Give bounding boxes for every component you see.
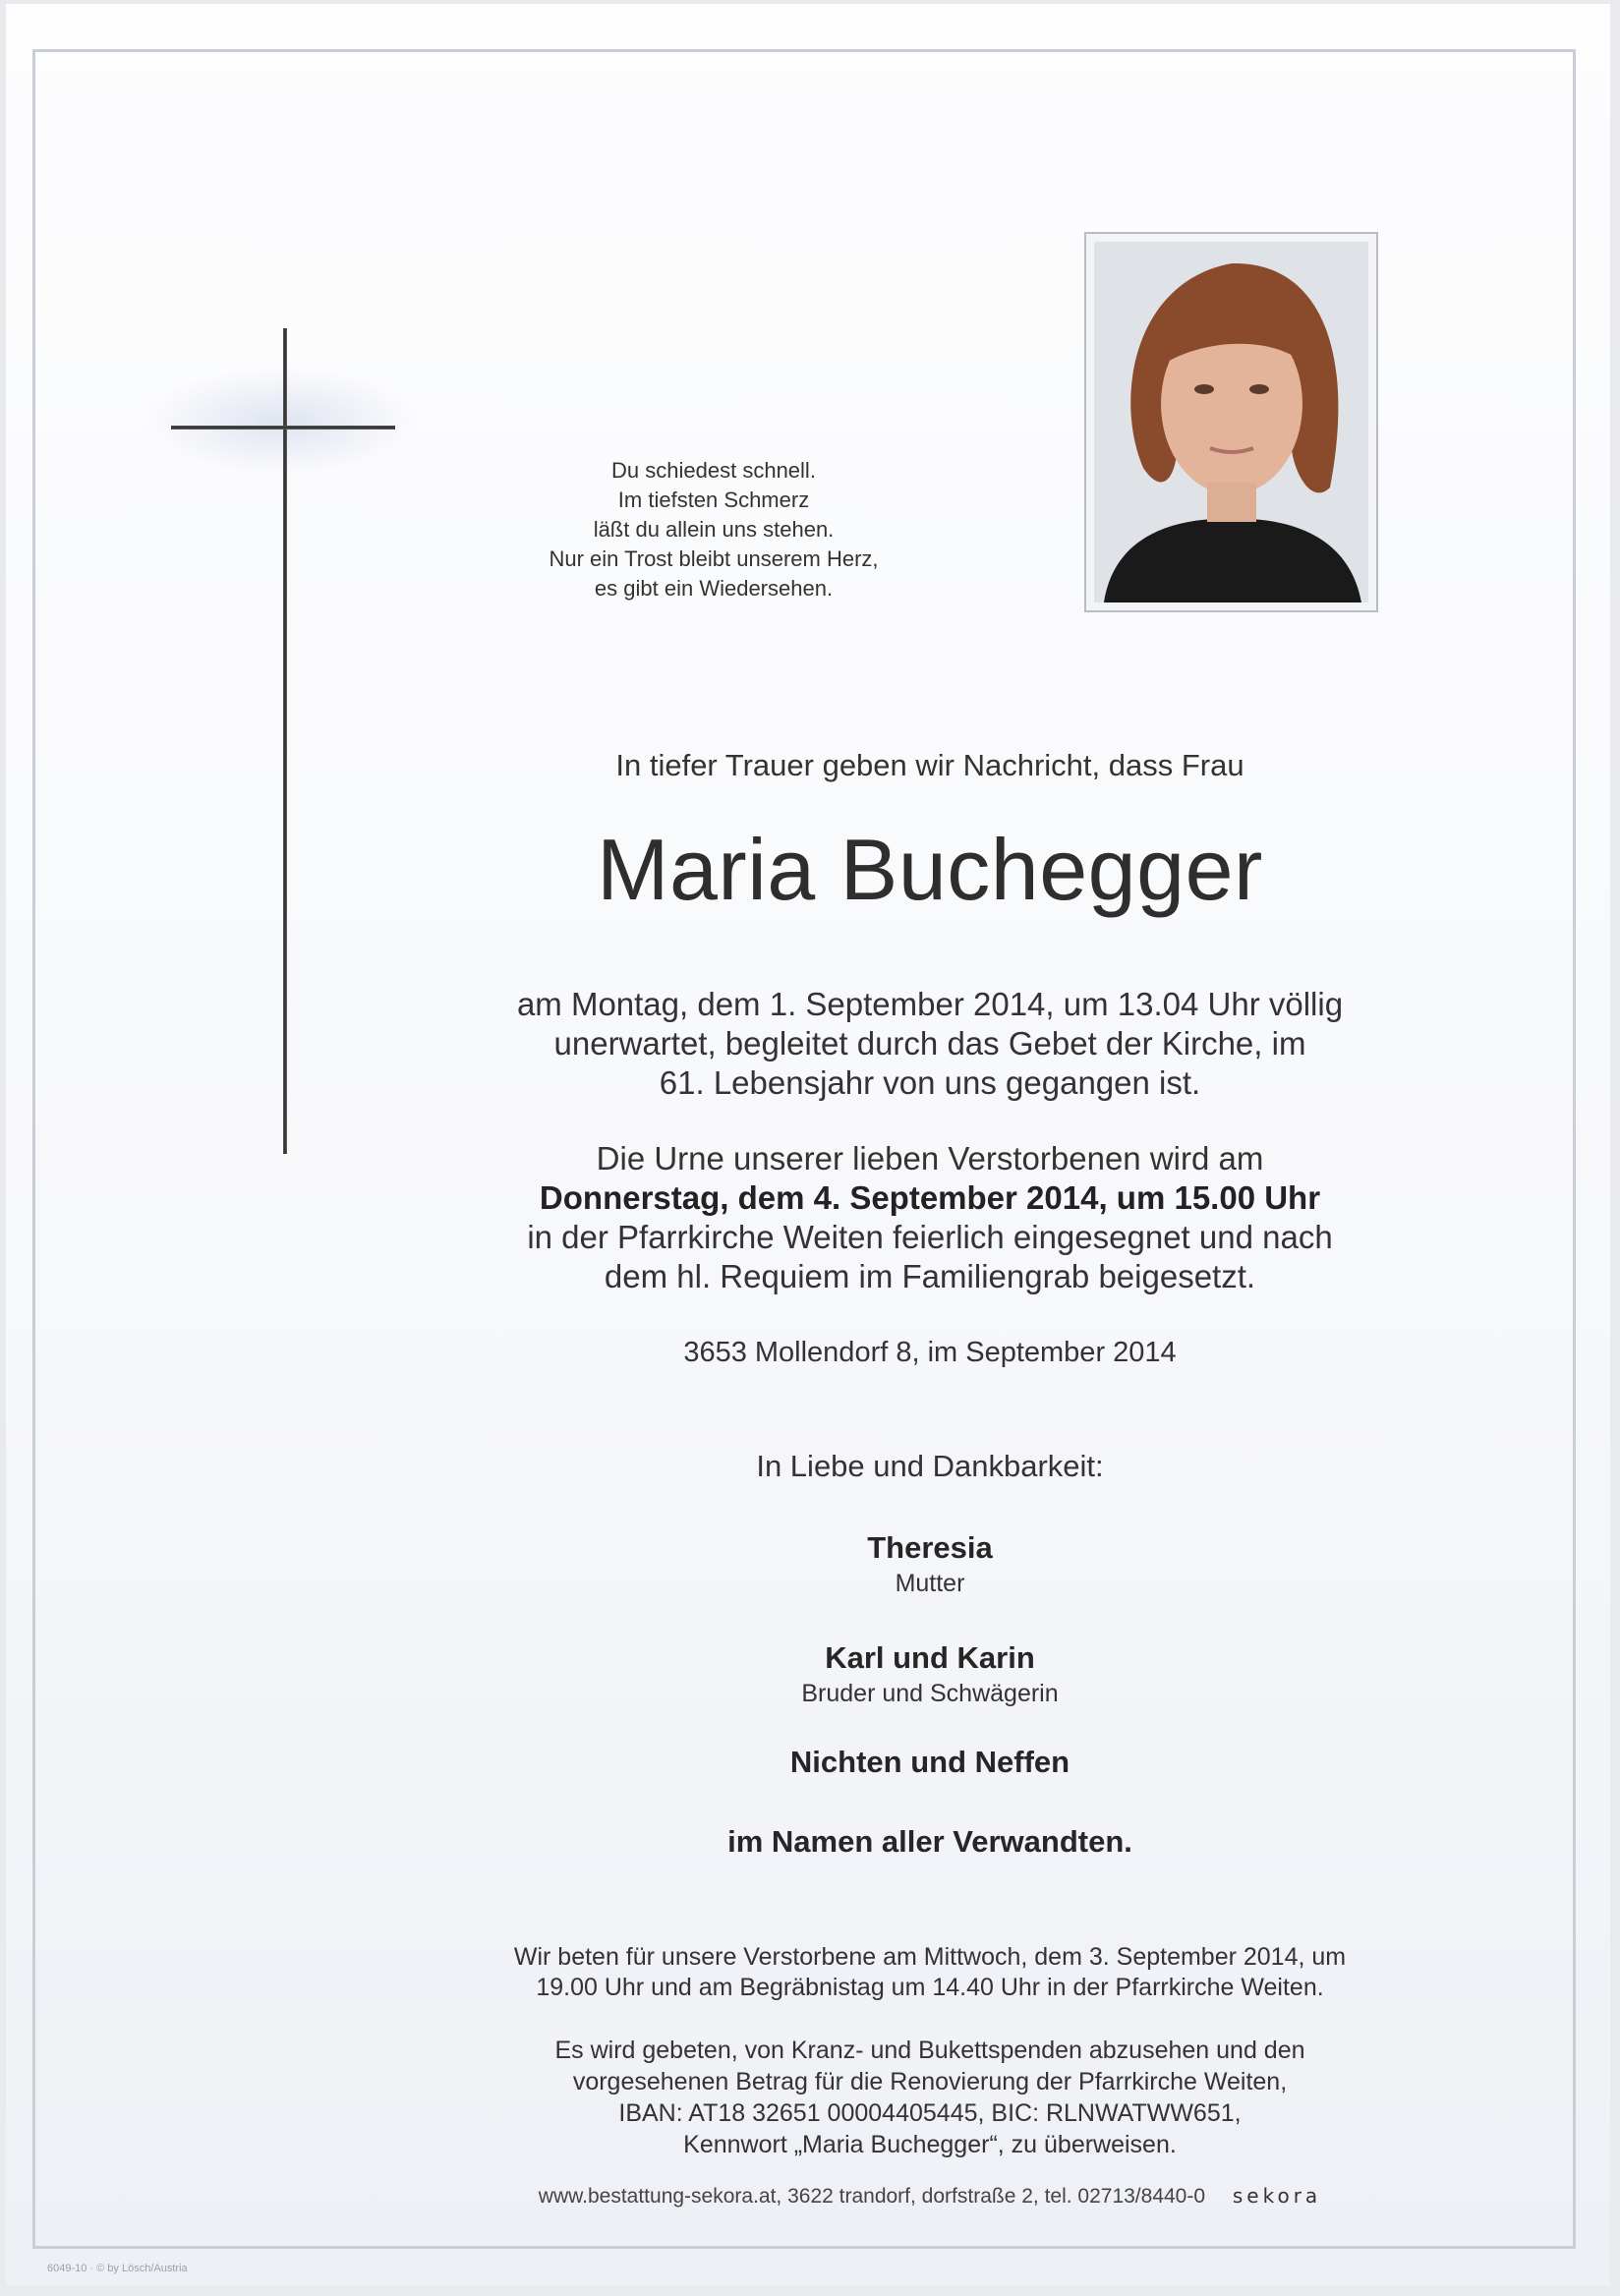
cross-icon (283, 328, 287, 1154)
obituary-sheet (6, 4, 1610, 2286)
cross-glow (144, 368, 419, 476)
funeral-notice (301, 1139, 1559, 1296)
mourner-name: Karl und Karin (825, 1640, 1035, 1675)
prayer-notice (301, 1942, 1559, 2003)
mourner (301, 1640, 1559, 1708)
sekora-logo (1233, 2184, 1321, 2208)
poem (478, 456, 950, 603)
donation-line: vorgesehenen Betrag für die Renovierung der Pfarrkirche Weiten, (572, 2068, 1288, 2095)
donation-notice (301, 2035, 1559, 2160)
death-notice (301, 985, 1559, 1103)
portrait-frame (1084, 232, 1378, 612)
footer-contact: www.bestattung-sekora.at, 3622 trandorf, dorfstraße 2, tel. 02713/8440-0 (538, 2185, 1206, 2208)
mourner-relation: Mutter (895, 1570, 965, 1597)
death-line: 61. Lebensjahr von uns gegangen ist. (659, 1064, 1201, 1101)
poem-line: Im tiefsten Schmerz (617, 488, 810, 512)
funeral-date-text: Donnerstag, dem 4. September 2014, um 15.00 Uhr (539, 1179, 1321, 1216)
poem-line: läßt du allein uns stehen. (593, 517, 835, 542)
funeral-line: in der Pfarrkirche Weiten feierlich eingesegnet und nach (527, 1219, 1333, 1255)
mourner-relation: Bruder und Schwägerin (801, 1680, 1059, 1707)
donation-line: Kennwort „Maria Buchegger“, zu überweisen. (683, 2131, 1177, 2158)
prayer-line: 19.00 Uhr und am Begräbnistag um 14.40 Uhr in der Pfarrkirche Weiten. (536, 1974, 1324, 2001)
funeral-date (301, 1178, 1559, 1218)
prayer-line: Wir beten für unsere Verstorbene am Mittwoch, dem 3. September 2014, um (513, 1943, 1347, 1971)
donation-line: Es wird gebeten, von Kranz- und Bukettspenden abzusehen und den (554, 2037, 1305, 2064)
footer (301, 2184, 1559, 2209)
death-line: unerwartet, begleitet durch das Gebet der Kirche, im (553, 1025, 1306, 1062)
poem-line: Du schiedest schnell. (611, 458, 816, 483)
small-print: 6049-10 · © by Lösch/Austria (47, 2263, 188, 2274)
donation-line: IBAN: AT18 32651 00004405445, BIC: RLNWATWW651, (618, 2099, 1242, 2127)
brand-name: sekora (1232, 2184, 1322, 2208)
funeral-line: dem hl. Requiem im Familiengrab beigesetzt. (604, 1258, 1256, 1294)
intro-text: In tiefer Trauer geben wir Nachricht, dass Frau (615, 748, 1244, 782)
funeral-line: Die Urne unserer lieben Verstorbenen wird am (596, 1140, 1264, 1177)
mourner-group: im Namen aller Verwandten. (727, 1824, 1132, 1859)
portrait-photo (1094, 242, 1368, 603)
thanks-heading: In Liebe und Dankbarkeit: (756, 1449, 1104, 1483)
mourner-name: Theresia (867, 1530, 993, 1565)
mourner (301, 1530, 1559, 1598)
deceased-name: Maria Buchegger (597, 821, 1263, 918)
death-line: am Montag, dem 1. September 2014, um 13.04 Uhr völlig (516, 986, 1344, 1022)
cross-bar (171, 426, 395, 430)
poem-line: Nur ein Trost bleibt unserem Herz, (549, 546, 879, 571)
place-date: 3653 Mollendorf 8, im September 2014 (683, 1337, 1177, 1368)
mourner-group: Nichten und Neffen (789, 1745, 1070, 1779)
poem-line: es gibt ein Wiedersehen. (594, 576, 834, 601)
